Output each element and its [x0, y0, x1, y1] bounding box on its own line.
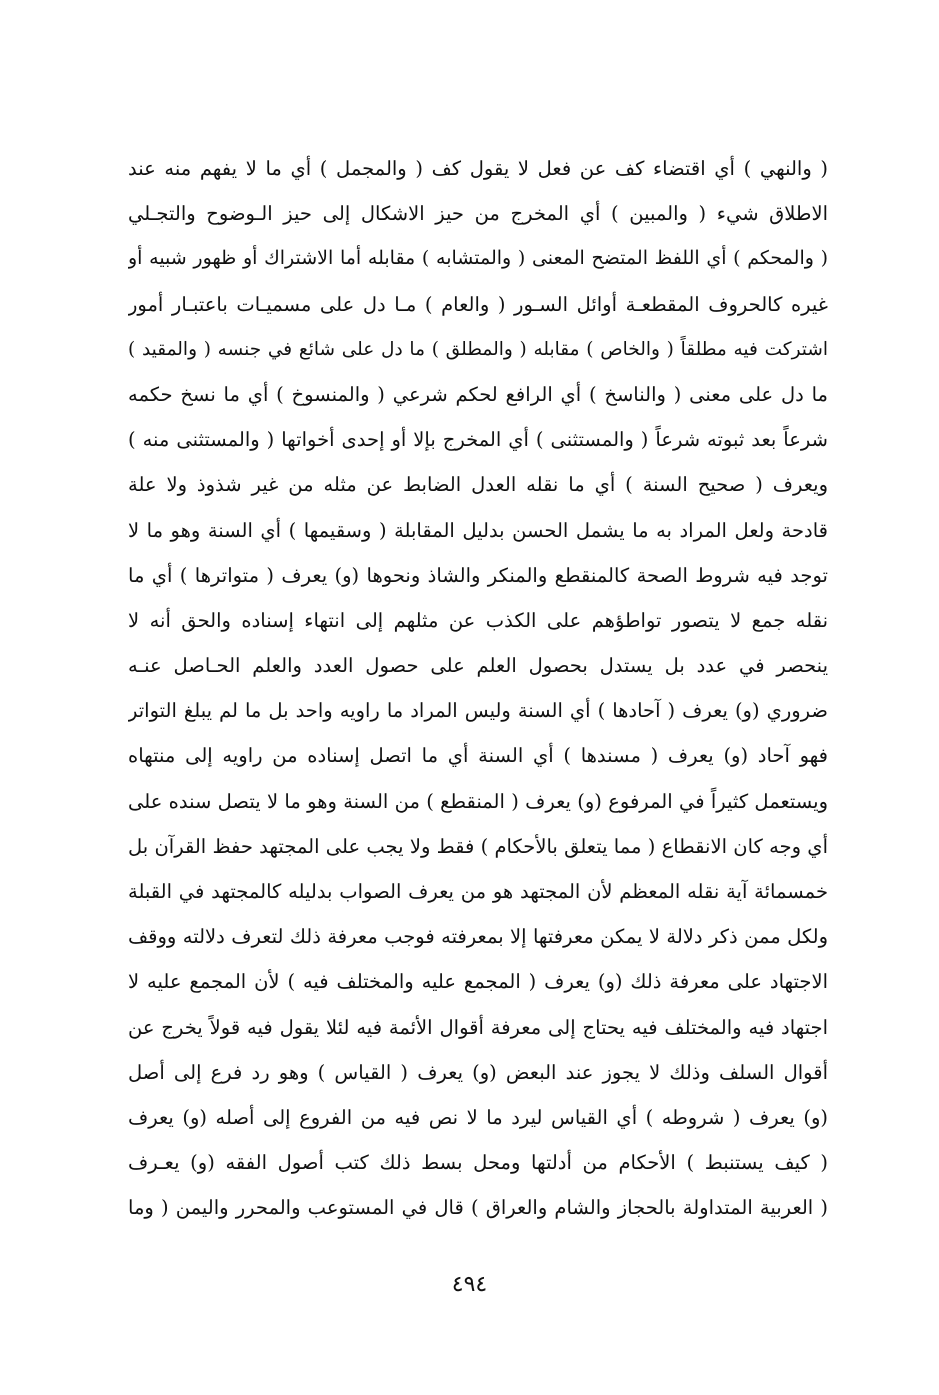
- text-line: نقله جمع لا يتصور تواطؤهم على الكذب عن مثلهم إلى انتهاء إسناده والحق أنه لا: [128, 608, 828, 632]
- text-line: توجد فيه شروط الصحة كالمنقطع والمنكر والشاذ ونحوها (و) يعرف ( متواترها ) أي ما: [128, 563, 828, 587]
- text-line: (و) يعرف ( شروطه ) أي القياس ليرد ما لا نص فيه من الفروع إلى أصله (و) يعرف: [128, 1105, 828, 1129]
- text-line: قادحة ولعل المراد به ما يشمل الحسن بدليل المقابلة ( وسقيمها ) أي السنة وهو ما لا: [128, 518, 828, 542]
- text-line: ( والنهي ) أي اقتضاء كف عن فعل لا يقول كف ( والمجمل ) أي ما لا يفهم منه عند: [128, 157, 828, 180]
- text-line: الاجتهاد على معرفة ذلك (و) يعرف ( المجمع عليه والمختلف فيه ) لأن المجمع عليه لا: [128, 970, 828, 994]
- body-text: [128, 146, 828, 1231]
- text-line: اشتركت فيه مطلقاً ( والخاص ) مقابله ( والمطلق ) ما دل على شائع في جنسه ( والمقيد ): [128, 338, 828, 360]
- text-line: ( العربية المتداولة بالحجاز والشام والعراق ) قال في المستوعب والمحرر واليمن ( وما: [128, 1196, 828, 1220]
- text-line: ويستعمل كثيراً في المرفوع (و) يعرف ( المنقطع ) من السنة وهو ما لا يتصل سنده على: [128, 789, 828, 813]
- text-line: أقوال السلف وذلك لا يجوز عند البعض (و) يعرف ( القياس ) وهو رد فرع إلى أصل: [128, 1060, 828, 1084]
- text-line: ينحصر في عدد بل يستدل بحصول العلم على حصول العدد والعلم الحـاصل عنـه: [128, 654, 828, 678]
- text-line: ويعرف ( صحيح السنة ) أي ما نقله العدل الضابط عن مثله من غير شذوذ ولا علة: [128, 473, 828, 497]
- text-line: فهو آحاد (و) يعرف ( مسندها ) أي السنة أي ما اتصل إسناده من راويه إلى منتهاه: [128, 744, 828, 768]
- text-line: ( كيف يستنبط ) الأحكام من أدلتها ومحل بسط ذلك كتب أصول الفقه (و) يعـرف: [128, 1151, 828, 1175]
- text-line: ما دل على معنى ( والناسخ ) أي الرافع لحكم شرعي ( والمنسوخ ) أي ما نسخ حكمه: [128, 382, 828, 406]
- text-line: ( والمحكم ) أي اللفظ المتضح المعنى ( والمتشابه ) مقابله أما الاشتراك أو ظهور شبيه أو: [128, 247, 828, 270]
- page-number: ٤٩٤: [451, 1272, 488, 1297]
- text-line: غيره كالحروف المقطعـة أوائل السـور ( والعام ) مـا دل على مسميـات باعتبـار أمور: [128, 292, 828, 316]
- text-line: شرعاً بعد ثبوته شرعاً ( والمستثنى ) أي المخرج بإلا أو إحدى أخواتها ( والمستثنى منه ): [128, 428, 828, 452]
- text-line: خمسمائة آية نقله المعظم لأن المجتهد هو من يعرف الصواب بدليله كالمجتهد في القبلة: [128, 880, 828, 903]
- text-line: الاطلاق شيء ( والمبين ) أي المخرج من حيز الاشكال إلى حيز الـوضوح والتجـلي: [128, 202, 828, 226]
- text-line: اجتهاد فيه والمختلف فيه يحتاج إلى معرفة أقوال الأئمة فيه لئلا يقول فيه قولاً يخرج عن: [128, 1015, 828, 1039]
- text-line: ولكل ممن ذكر دلالة لا يمكن معرفتها إلا بمعرفته فوجب معرفة ذلك لتعرف دلالته ووقف: [128, 925, 828, 949]
- text-line: أي وجه كان الانقطاع ( مما يتعلق بالأحكام ) فقط ولا يجب على المجتهد حفظ القرآن بل: [128, 834, 828, 858]
- text-line: ضروري (و) يعرف ( آحادها ) أي السنة وليس المراد ما راويه واحد بل ما لم يبلغ التواتر: [128, 699, 828, 723]
